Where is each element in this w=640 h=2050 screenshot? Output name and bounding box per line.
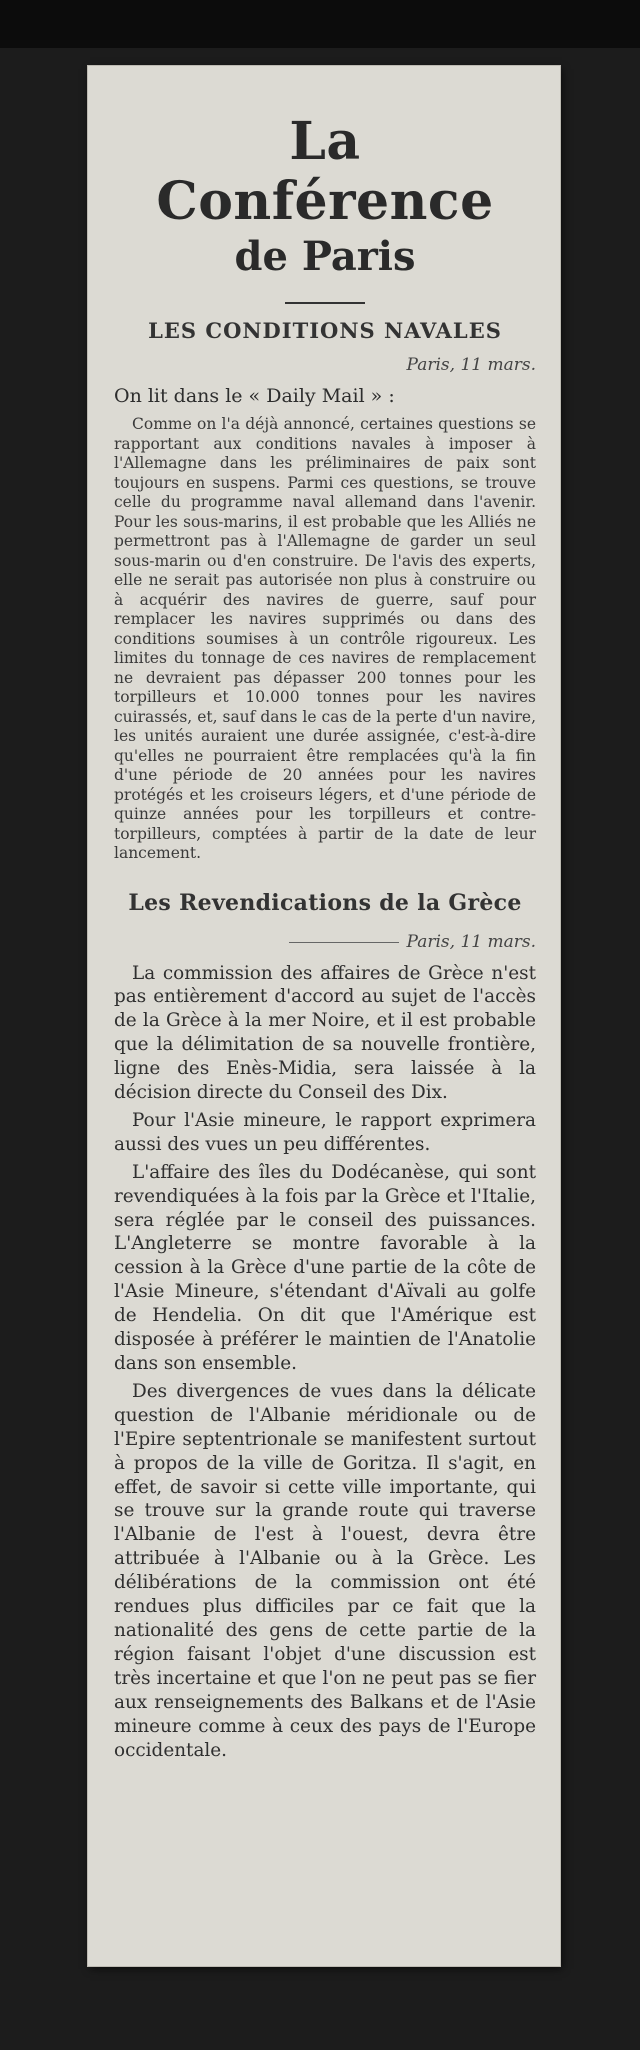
newspaper-clipping <box>88 66 560 1966</box>
section-heading-naval: LES CONDITIONS NAVALES <box>148 318 502 343</box>
dateline-greece: Paris, 11 mars. <box>114 932 536 952</box>
greece-paragraph-3: L'affaire des îles du Dodécanèse, qui sont revendiquées à la fois par la Grèce et l'Italie, sera réglée par le conseil des puissances. L'Angleterre se montre favorable à la cession à la Grèce d'une partie de la côte de l'Asie Mineure, s'étendant d'Aïvali au golfe de Hendelia. On dit que l'Amérique est disposée à préférer le maintien de l'Anatolie dans son ensemble. <box>114 1161 536 1374</box>
article-title: La Conférence <box>156 111 494 232</box>
dateline-naval: Paris, 11 mars. <box>406 355 536 375</box>
intro-daily-mail: On lit dans le « Daily Mail » : <box>114 385 395 407</box>
greece-paragraph-1: La commission des affaires de Grèce n'est pas entièrement d'accord au sujet de l'accès de la Grèce à la mer Noire, et il est probable que la délimitation de sa nouvelle frontière, ligne des Enès-Midia, sera laissée à la décision directe du Conseil des Dix. <box>114 962 536 1104</box>
greece-paragraph-4: Des divergences de vues dans la délicate question de l'Albanie méridionale ou de l'Epire septentrionale se manifestent surtout à propos de la ville de Goritza. Il s'agit, en effet, de savoir si cette ville importante, qui se trouve sur la grande route qui traverse l'Albanie de l'est à l'ouest, devra être attribuée à l'Albanie ou à la Grèce. Les délibérations de la commission ont été rendues plus difficiles par ce fait que la nationalité des gens de cette partie de la région faisant l'objet d'une discussion est très incertaine et que l'on ne peut pas se fier aux renseignements des Balkans et de l'Asie mineure comme à ceux des pays de l'Europe occidentale. <box>114 1380 536 1761</box>
greece-paragraph-2: Pour l'Asie mineure, le rapport exprimera aussi des vues un peu différentes. <box>114 1109 536 1155</box>
top-bar <box>0 0 640 48</box>
naval-paragraph: Comme on l'a déjà annoncé, certaines questions se rapportant aux conditions navales à imposer à l'Allemagne dans les préliminaires de paix sont toujours en suspens. Parmi ces questions, se trouve celle du programme naval allemand dans l'avenir. Pour les sous-marins, il est probable que les Alliés ne permettront pas à l'Allemagne de garder un seul sous-marin ou d'en construire. De l'avis des experts, elle ne serait pas autorisée non plus à construire ou à acquérir des navires de guerre, sauf pour remplacer les navires supprimés ou dans des conditions soumises à un contrôle rigoureux. Les limites du tonnage de ces navires de remplacement ne devraient pas dépasser 200 tonnes pour les torpilleurs et 10.000 tonnes pour les navires cuirassés, et, sauf dans le cas de la perte d'un navire, les unités auraient une durée assignée, c'est-à-dire qu'elles ne pourraient être remplacées qu'à la fin d'une période de 20 années pour les navires protégés et les croiseurs légers, et d'une période de quinze années pour les torpilleurs et contre-torpilleurs, comptées à partir de la date de leur lancement. <box>114 415 536 862</box>
article-subtitle: de Paris <box>234 233 416 280</box>
title-divider <box>285 302 365 304</box>
section-heading-greece: Les Revendications de la Grèce <box>128 889 522 916</box>
